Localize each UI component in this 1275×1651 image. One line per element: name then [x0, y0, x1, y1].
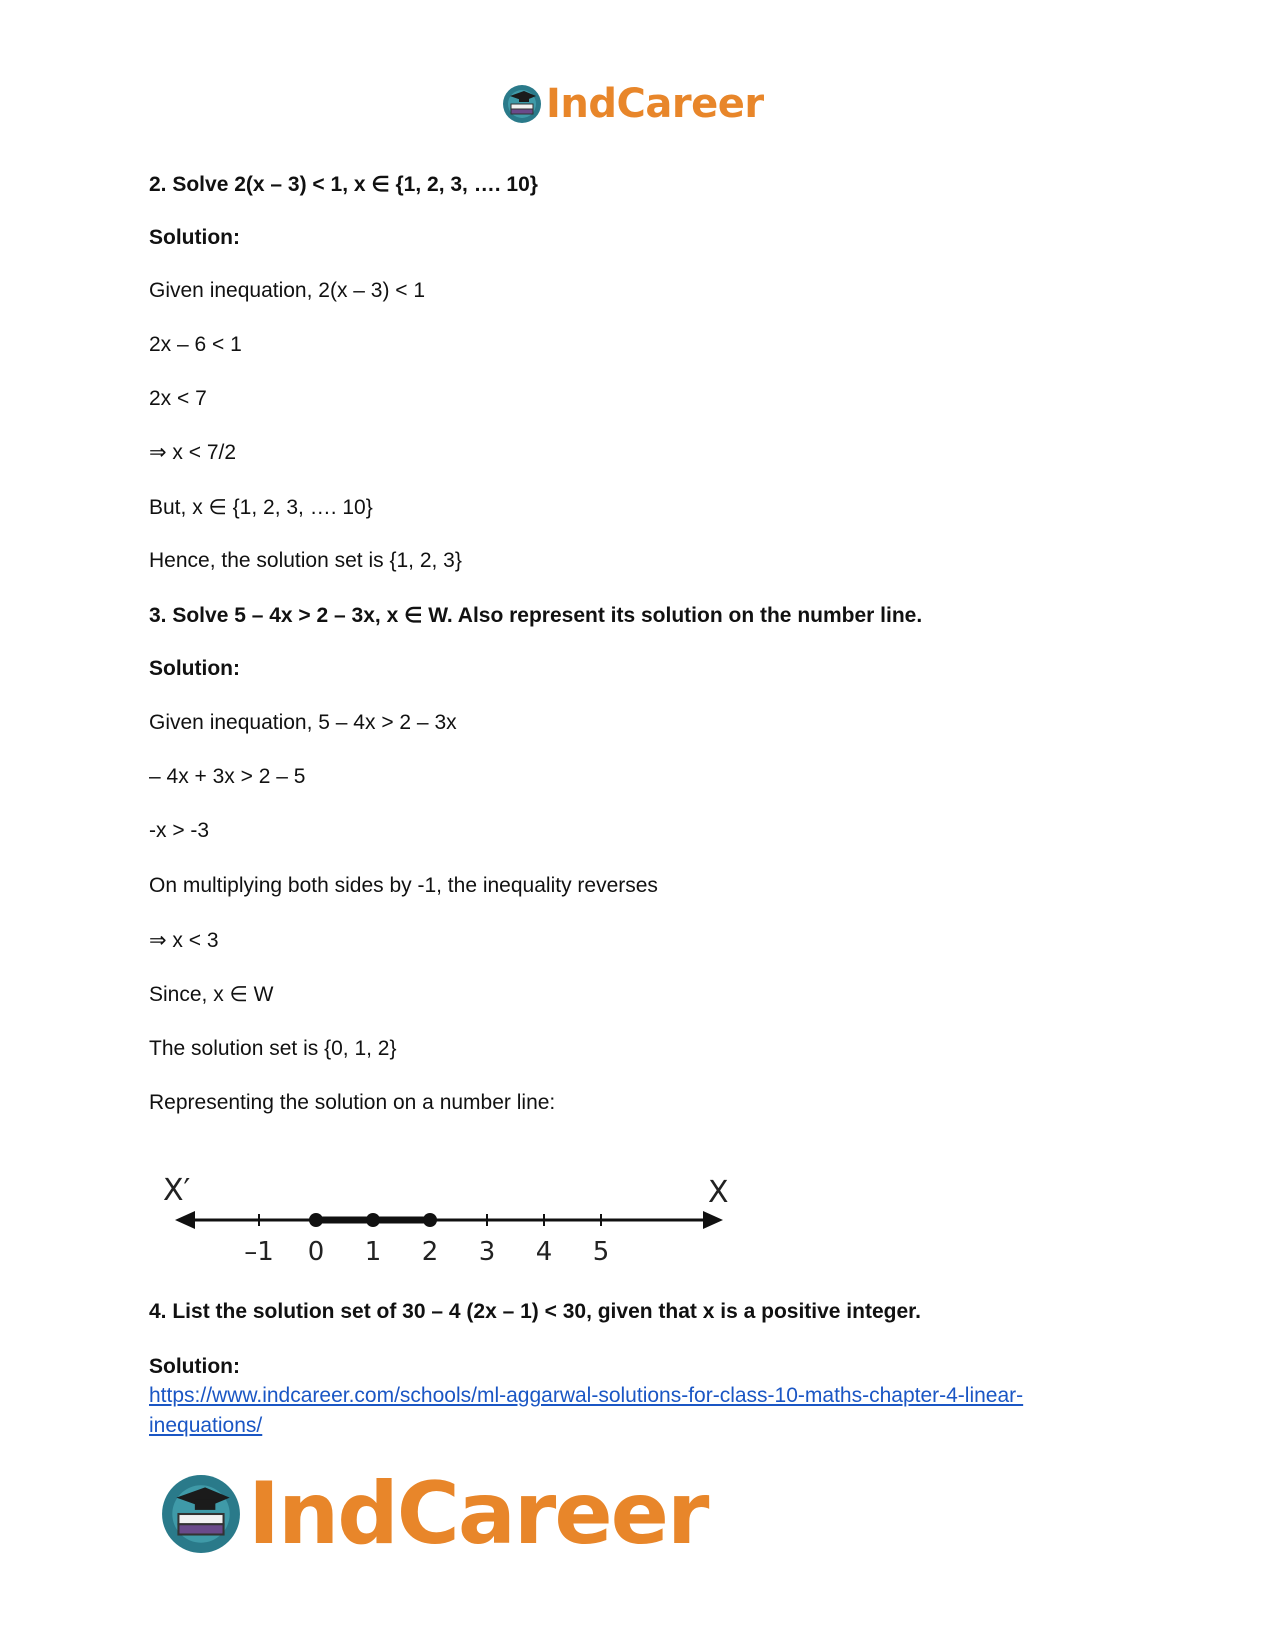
brand-name: IndCareer [546, 81, 764, 127]
q4-question: 4. List the solution set of 30 – 4 (2x – 1) < 30, given that x is a positive integer. [149, 1300, 921, 1323]
q3-step: Given inequation, 5 – 4x > 2 – 3x [149, 711, 457, 734]
q3-step: Representing the solution on a number line: [149, 1091, 556, 1114]
q3-solution-label: Solution: [149, 657, 240, 680]
q3-step: ⇒ x < 3 [149, 929, 219, 952]
right-arrowhead [703, 1211, 723, 1229]
brand-name: IndCareer [248, 1464, 708, 1564]
q3-step: – 4x + 3x > 2 – 5 [149, 765, 306, 788]
q2-step: 2x < 7 [149, 387, 207, 410]
solution-point [366, 1213, 380, 1227]
q2-solution-label: Solution: [149, 226, 240, 249]
number-line-tick-label: 2 [421, 1237, 439, 1267]
q2-step: But, x ∈ {1, 2, 3, …. 10} [149, 496, 373, 519]
number-line-tick-label: 0 [307, 1237, 325, 1267]
footer-logo [160, 1464, 708, 1564]
number-line-tick-label: 3 [478, 1237, 496, 1267]
q2-question: 2. Solve 2(x – 3) < 1, x ∈ {1, 2, 3, …. 10} [149, 173, 538, 196]
q3-step: Since, x ∈ W [149, 983, 274, 1006]
solution-point [309, 1213, 323, 1227]
number-line-right-label: X [708, 1175, 729, 1210]
number-line-tick-label: 5 [592, 1237, 610, 1267]
number-line-left-label: X′ [163, 1173, 191, 1208]
q3-question: 3. Solve 5 – 4x > 2 – 3x, x ∈ W. Also represent its solution on the number line. [149, 604, 923, 627]
q2-step: Hence, the solution set is {1, 2, 3} [149, 549, 462, 572]
q2-step: ⇒ x < 7/2 [149, 441, 237, 464]
number-line-tick-label: –1 [244, 1237, 274, 1267]
q3-step: The solution set is {0, 1, 2} [149, 1037, 397, 1060]
left-arrowhead [175, 1211, 195, 1229]
graduation-book-icon [160, 1473, 242, 1555]
source-link[interactable]: https://www.indcareer.com/schools/ml-aggarwal-solutions-for-class-10-maths-chapter-4-linear-inequations/ [149, 1384, 1024, 1437]
number-line-tick-label: 4 [535, 1237, 553, 1267]
number-line-tick-label: 1 [364, 1237, 382, 1267]
number-line-diagram [155, 1170, 755, 1270]
q3-step: -x > -3 [149, 819, 210, 842]
q2-step: 2x – 6 < 1 [149, 333, 242, 356]
header-logo [502, 78, 764, 130]
q4-solution-label: Solution: [149, 1355, 240, 1378]
q3-step: On multiplying both sides by -1, the inequality reverses [149, 874, 658, 897]
q2-step: Given inequation, 2(x – 3) < 1 [149, 279, 426, 302]
solution-point [423, 1213, 437, 1227]
graduation-book-icon [502, 84, 542, 124]
